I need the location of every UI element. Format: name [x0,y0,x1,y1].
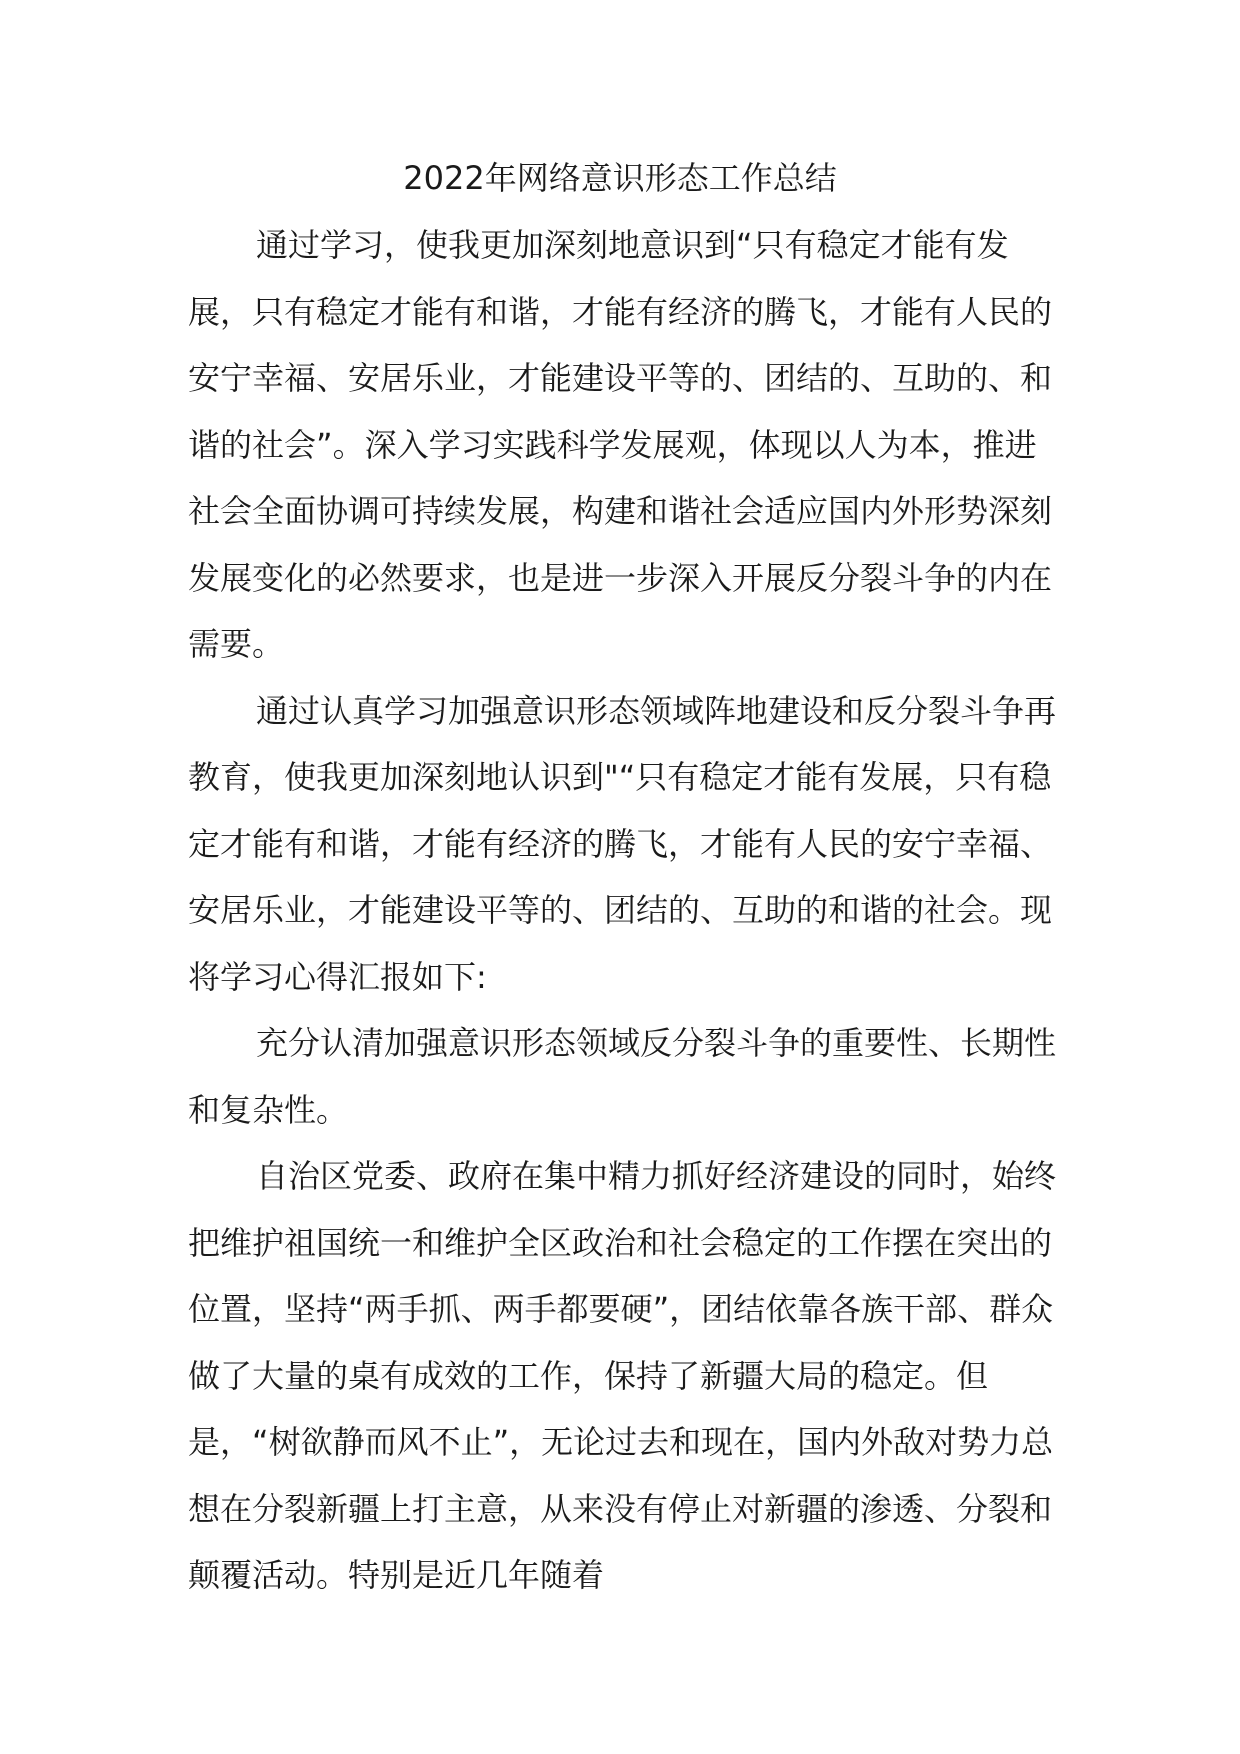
paragraph-2: 通过认真学习加强意识形态领域阵地建设和反分裂斗争再教育，使我更加深刻地认识到"“只有稳定才能有发展，只有稳定才能有和谐，才能有经济的腾飞，才能有人民的安宁幸福、安居乐业，才能建设平等的、团结的、互助的和谐的社会。现将学习心得汇报如下: [188,691,1057,996]
paragraph-3: 充分认清加强意识形态领域反分裂斗争的重要性、长期性和复杂性。 [188,1024,1057,1129]
document-body [188,212,1068,1609]
paragraph-4: 自治区党委、政府在集中精力抓好经济建设的同时，始终把维护祖国统一和维护全区政治和社会稳定的工作摆在突出的位置，坚持“两手抓、两手都要硬”，团结依靠各族干部、群众做了大量的桌有成效的工作，保持了新疆大局的稳定。但是，“树欲静而风不止”，无论过去和现在，国内外敌对势力总想在分裂新疆上打主意，从来没有停止对新疆的渗透、分裂和颠覆活动。特别是近几年随着 [188,1157,1057,1594]
document-title: 2022年网络意识形态工作总结 [403,159,837,197]
paragraph-1: 通过学习，使我更加深刻地意识到“只有稳定才能有发展，只有稳定才能有和谐，才能有经济的腾飞，才能有人民的安宁幸福、安居乐业，才能建设平等的、团结的、互助的、和谐的社会”。深入学习实践科学发展观，体现以人为本，推进社会全面协调可持续发展，构建和谐社会适应国内外形势深刻发展变化的必然要求，也是进一步深入开展反分裂斗争的内在需要。 [188,226,1053,663]
